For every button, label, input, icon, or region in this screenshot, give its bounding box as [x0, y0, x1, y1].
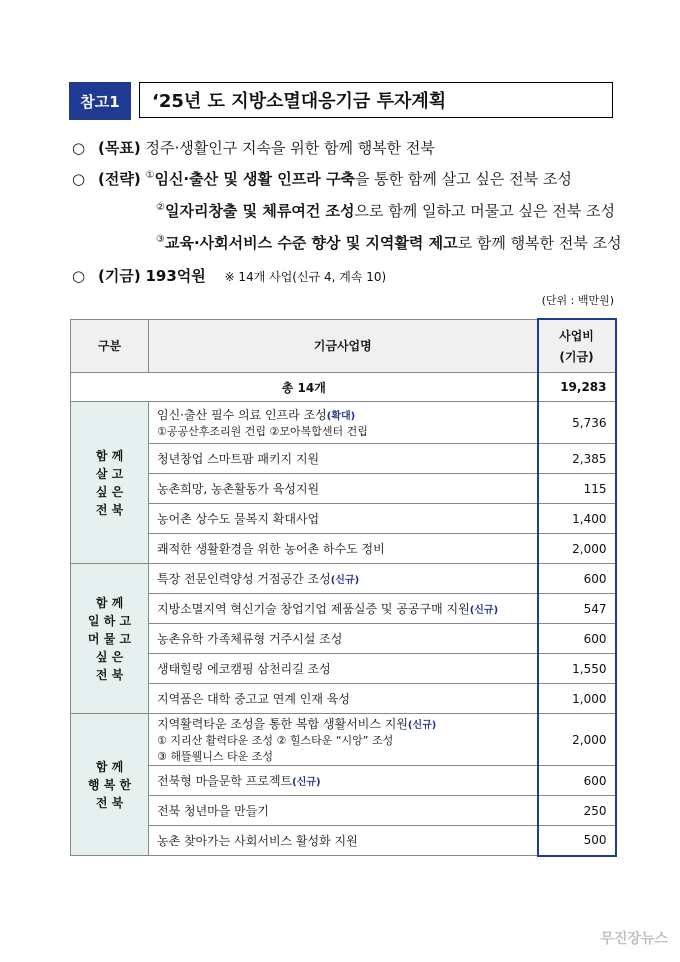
- table-row: [71, 766, 616, 796]
- project-subtext: ①공공산후조리원 건립 ②모아복합센터 건립: [157, 425, 368, 438]
- project-name: 생태힐링 에코캠핑 삼천리길 조성: [157, 662, 331, 676]
- strategy-bold-3: 교육·사회서비스 수준 향상 및 지역활력 제고: [164, 234, 458, 252]
- strategy-line-2: [156, 200, 615, 221]
- project-cell: [149, 474, 538, 504]
- amount-cell: 250: [538, 796, 616, 826]
- strategy-bold-2: 일자리창출 및 체류여건 조성: [164, 202, 355, 220]
- strategy-rest-2: 으로 함께 일하고 머물고 싶은 전북 조성: [354, 202, 615, 220]
- table-row: [71, 654, 616, 684]
- investment-table: [70, 318, 617, 857]
- category-line: 함 께: [95, 448, 124, 463]
- category-line: 함 께: [95, 759, 124, 774]
- category-line: 살 고: [95, 466, 124, 481]
- header-cost: [538, 319, 616, 373]
- amount-cell: 1,000: [538, 684, 616, 714]
- header-project: 기금사업명: [149, 319, 538, 373]
- project-subtext: ③ 해뜰웰니스 타운 조성: [157, 750, 273, 763]
- project-name: 특장 전문인력양성 거점공간 조성: [157, 572, 331, 586]
- project-name: 농촌유학 가족체류형 거주시설 조성: [157, 632, 343, 646]
- table-row: [71, 474, 616, 504]
- project-name: 농촌 찾아가는 사회서비스 활성화 지원: [157, 834, 358, 848]
- category-cell: [71, 564, 149, 714]
- status-badge: (확대): [326, 411, 356, 422]
- category-line: 싶 은: [95, 484, 124, 499]
- amount-cell: 600: [538, 766, 616, 796]
- amount-cell: 600: [538, 564, 616, 594]
- amount-cell: 500: [538, 826, 616, 856]
- amount-cell: 5,736: [538, 402, 616, 444]
- project-name: 전북형 마을문학 프로젝트: [157, 774, 293, 788]
- fund-amount: 193억원: [145, 267, 206, 285]
- amount-cell: 2,385: [538, 444, 616, 474]
- fund-line: [72, 265, 386, 286]
- table-row: [71, 624, 616, 654]
- status-badge: (신규): [292, 777, 321, 788]
- category-line: 머 물 고: [87, 631, 132, 646]
- category-line: 싶 은: [95, 649, 124, 664]
- project-cell: [149, 564, 538, 594]
- circle-bullet-icon: ○: [72, 267, 86, 285]
- table-row: [71, 684, 616, 714]
- project-subtext: ① 지리산 활력타운 조성 ② 힐스타운 “시앙” 조성: [157, 734, 394, 747]
- project-cell: [149, 594, 538, 624]
- title-row: [69, 82, 613, 120]
- unit-label: (단위 : 백만원): [541, 294, 614, 307]
- table-row: [71, 534, 616, 564]
- strategy-label: (전략): [98, 170, 141, 188]
- project-cell: [149, 684, 538, 714]
- header-cost-sub: (기금): [559, 350, 594, 364]
- table-row: [71, 564, 616, 594]
- total-amount: 19,283: [538, 373, 616, 402]
- category-cell: [71, 714, 149, 856]
- amount-cell: 1,400: [538, 504, 616, 534]
- project-cell: [149, 766, 538, 796]
- header-cost-label: 사업비: [559, 329, 594, 343]
- category-line: 전 북: [95, 667, 124, 682]
- amount-cell: 1,550: [538, 654, 616, 684]
- project-name: 지역품은 대학 중고교 연계 인재 육성: [157, 692, 350, 706]
- project-name: 지역활력타운 조성을 통한 복합 생활서비스 지원: [157, 717, 408, 731]
- project-name: 임신·출산 필수 의료 인프라 조성: [157, 408, 327, 422]
- project-cell: [149, 534, 538, 564]
- amount-cell: 115: [538, 474, 616, 504]
- project-cell: [149, 796, 538, 826]
- project-name: 지방소멸지역 혁신기술 창업기업 제품실증 및 공공구매 지원: [157, 602, 470, 616]
- project-cell: [149, 714, 538, 766]
- category-line: 전 북: [95, 502, 124, 517]
- reference-tag: 참고1: [69, 82, 131, 120]
- category-line: 행 복 한: [87, 777, 132, 792]
- project-name: 농어촌 상수도 물복지 확대사업: [157, 512, 320, 526]
- strategy-num-2: ②: [156, 202, 165, 213]
- project-cell: [149, 624, 538, 654]
- project-name: 쾌적한 생활환경을 위한 농어촌 하수도 정비: [157, 542, 385, 556]
- status-badge: (신규): [469, 605, 499, 616]
- total-row: [71, 373, 616, 402]
- table-row: [71, 594, 616, 624]
- project-name: 전북 청년마을 만들기: [157, 804, 269, 818]
- strategy-num-3: ③: [156, 234, 165, 245]
- strategy-rest-1: 을 통한 함께 살고 싶은 전북 조성: [354, 170, 572, 188]
- strategy-line-1: [72, 168, 572, 189]
- table-row: [71, 796, 616, 826]
- category-line: 함 께: [95, 595, 124, 610]
- strategy-bold-1: 임신·출산 및 생활 인프라 구축: [154, 170, 355, 188]
- table-header-row: [71, 319, 616, 373]
- project-cell: [149, 504, 538, 534]
- category-line: 일 하 고: [87, 613, 132, 628]
- table-row: [71, 504, 616, 534]
- circle-bullet-icon: ○: [72, 139, 86, 157]
- amount-cell: 2,000: [538, 714, 616, 766]
- status-badge: (신규): [407, 720, 437, 731]
- amount-cell: 600: [538, 624, 616, 654]
- watermark: 무진장뉴스: [600, 931, 668, 947]
- goal-label: (목표): [98, 139, 141, 157]
- project-cell: [149, 402, 538, 444]
- project-cell: [149, 444, 538, 474]
- circle-bullet-icon: ○: [72, 170, 86, 188]
- goal-line: [72, 137, 435, 158]
- amount-cell: 547: [538, 594, 616, 624]
- strategy-num-1: ①: [145, 170, 155, 181]
- status-badge: (신규): [330, 575, 360, 586]
- header-category: 구분: [71, 319, 149, 373]
- project-name: 청년창업 스마트팜 패키지 지원: [157, 452, 320, 466]
- table-row: [71, 402, 616, 444]
- project-cell: [149, 654, 538, 684]
- page-title: ‘25년 도 지방소멸대응기금 투자계획: [139, 82, 613, 118]
- table-row: [71, 826, 616, 856]
- goal-text: 정주·생활인구 지속을 위한 함께 행복한 전북: [145, 139, 435, 157]
- table-row: [71, 444, 616, 474]
- total-label: 총 14개: [71, 373, 538, 402]
- fund-label: (기금): [98, 267, 141, 285]
- fund-note: ※ 14개 사업(신규 4, 계속 10): [224, 270, 387, 284]
- strategy-line-3: [156, 232, 622, 253]
- strategy-rest-3: 로 함께 행복한 전북 조성: [457, 234, 622, 252]
- amount-cell: 2,000: [538, 534, 616, 564]
- table-row: [71, 714, 616, 766]
- category-line: 전 북: [95, 795, 124, 810]
- project-cell: [149, 826, 538, 856]
- project-name: 농촌희망, 농촌활동가 육성지원: [157, 482, 320, 496]
- category-cell: [71, 402, 149, 564]
